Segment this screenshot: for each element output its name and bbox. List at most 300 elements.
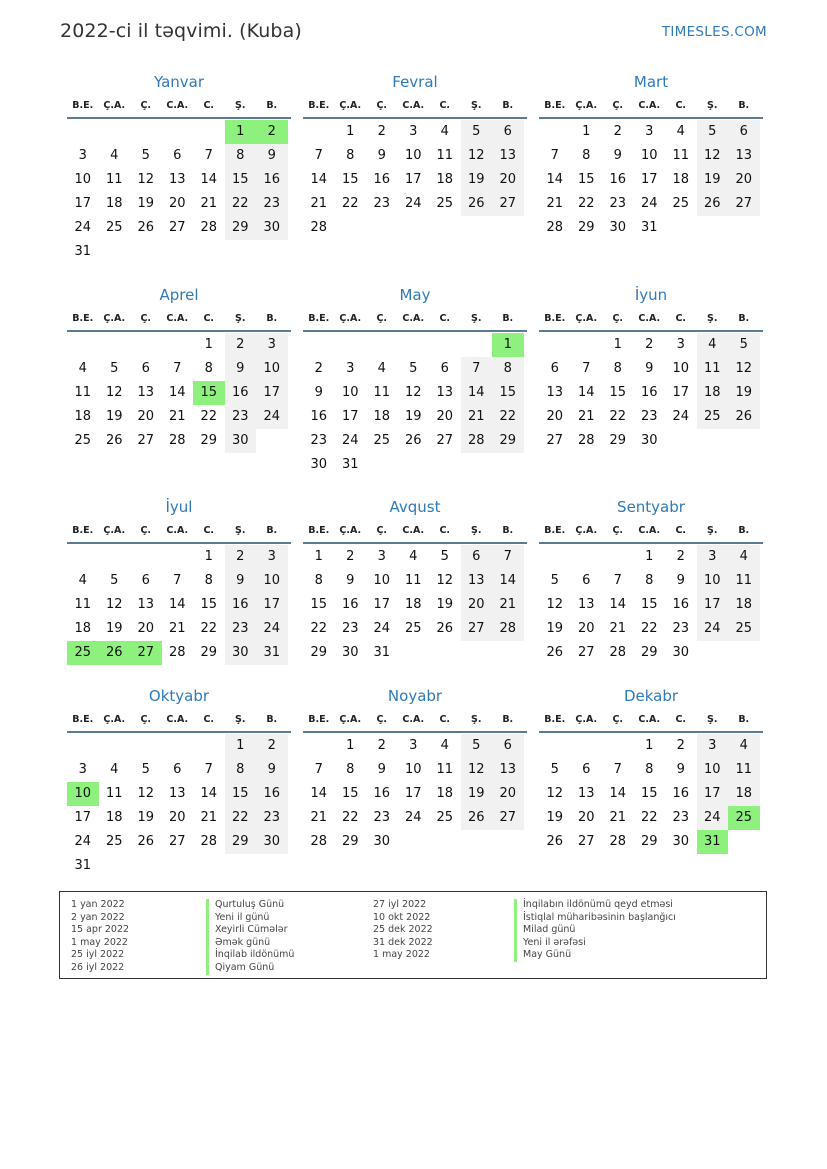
day-cell: 9 [256,758,288,782]
day-cell: 19 [461,168,493,192]
day-cell: 2 [256,734,288,758]
day-cell: 21 [200,196,218,211]
day-cell: 8 [204,361,213,376]
day-cell: 19 [436,597,454,612]
day-cell: 23 [672,621,690,636]
holiday-date: 1 may 2022 [373,949,430,961]
day-cell: 12 [105,385,123,400]
empty-cell [366,333,398,357]
day-cell: 17 [697,593,729,617]
empty-cell [539,734,571,758]
holiday-name: Xeyirli Cümələr [206,924,294,937]
day-cell: 9 [314,385,323,400]
empty-cell [130,120,162,144]
weekday-label: C. [675,313,687,324]
day-cell: 12 [137,172,155,187]
day-cell: 4 [78,573,87,588]
day-cell: 7 [204,762,213,777]
empty-cell [303,333,335,357]
day-cell: 29 [640,834,658,849]
day-cell: 6 [582,762,591,777]
weekday-label: B. [502,313,514,324]
day-cell: 8 [346,762,355,777]
day-cell: 4 [78,361,87,376]
weekday-label: B.E. [308,525,330,536]
day-cell: 29 [609,433,627,448]
day-cell: 16 [256,782,288,806]
holiday-date: 15 apr 2022 [71,924,130,936]
day-cell: 15 [640,597,658,612]
empty-cell [539,120,571,144]
day-cell: 22 [225,192,257,216]
day-cell: 5 [409,361,418,376]
weekday-label: C.A. [638,525,661,536]
weekday-label: C.A. [402,714,425,725]
weekday-header [67,709,291,733]
day-cell: 3 [676,337,685,352]
day-cell: 1 [346,124,355,139]
holiday-name: Qurtuluş Günü [206,899,294,912]
day-cell: 18 [436,172,454,187]
day-cell: 6 [173,762,182,777]
day-cell: 2 [676,549,685,564]
day-cell: 19 [404,409,422,424]
day-cell: 29 [492,429,524,453]
day-cell: 3 [256,545,288,569]
day-cell: 13 [577,597,595,612]
weekday-label: Ç. [612,525,624,536]
day-cell: 26 [436,621,454,636]
day-cell: 19 [546,621,564,636]
day-cell: 25 [74,433,92,448]
weekday-label: B.E. [72,714,94,725]
day-cell: 23 [256,806,288,830]
holiday-name: İnqilabın ildönümü qeyd etməsi [514,899,676,912]
month-8 [303,498,527,665]
day-cell: 21 [168,409,186,424]
day-cell: 14 [310,172,328,187]
holiday-legend [59,891,767,979]
day-grid [67,734,291,878]
weekday-header [303,709,527,733]
day-cell: 28 [577,433,595,448]
day-grid [67,333,291,453]
day-cell: 12 [461,144,493,168]
day-cell: 9 [613,148,622,163]
day-cell: 16 [310,409,328,424]
day-cell: 13 [546,385,564,400]
day-cell: 31 [640,220,658,235]
empty-cell [429,333,461,357]
empty-cell [130,545,162,569]
weekday-label: Ç.A. [339,525,362,536]
day-cell: 21 [577,409,595,424]
day-cell: 9 [676,573,685,588]
empty-cell [539,333,571,357]
day-cell: 24 [697,617,729,641]
day-cell: 20 [577,810,595,825]
day-cell: 8 [613,361,622,376]
day-cell: 5 [728,333,760,357]
day-cell: 21 [200,810,218,825]
day-grid [539,120,763,240]
day-cell: 4 [728,734,760,758]
month-12 [539,687,763,854]
day-cell: 4 [440,124,449,139]
day-cell: 25 [728,617,760,641]
day-cell: 19 [137,196,155,211]
holiday-day-cell: 2 [256,120,288,144]
day-cell: 21 [492,593,524,617]
weekday-label: Ş. [707,100,718,111]
day-cell: 26 [137,220,155,235]
weekday-label: Ç. [612,714,624,725]
empty-cell [602,545,634,569]
day-cell: 5 [697,120,729,144]
day-cell: 28 [461,429,493,453]
holiday-date: 1 may 2022 [71,936,128,948]
day-cell: 21 [546,196,564,211]
day-cell: 20 [436,409,454,424]
weekday-label: B.E. [308,714,330,725]
month-9 [539,498,763,665]
day-cell: 26 [461,192,493,216]
day-cell: 13 [137,597,155,612]
day-cell: 2 [314,361,323,376]
day-cell: 11 [697,357,729,381]
month-name: Noyabr [387,687,443,705]
weekday-header [67,308,291,332]
day-cell: 1 [613,337,622,352]
empty-cell [539,545,571,569]
weekday-label: B. [266,714,278,725]
weekday-label: C. [439,714,451,725]
empty-cell [303,734,335,758]
day-cell: 24 [373,621,391,636]
day-cell: 8 [645,573,654,588]
day-cell: 18 [728,782,760,806]
day-cell: 2 [225,545,257,569]
weekday-header [539,308,763,332]
weekday-label: Ş. [707,313,718,324]
day-cell: 14 [310,786,328,801]
holiday-date: 2 yan 2022 [71,911,125,923]
day-cell: 12 [546,597,564,612]
weekday-label: C.A. [638,313,661,324]
day-cell: 1 [645,549,654,564]
day-cell: 26 [728,405,760,429]
day-cell: 9 [225,569,257,593]
day-cell: 13 [436,385,454,400]
day-cell: 22 [225,806,257,830]
day-cell: 4 [110,762,119,777]
empty-cell [67,333,99,357]
weekday-label: Ş. [471,714,482,725]
holiday-day-cell: 1 [225,120,257,144]
day-cell: 5 [110,361,119,376]
day-grid [303,545,527,665]
weekday-label: Ç.A. [575,714,598,725]
day-cell: 31 [341,457,359,472]
day-cell: 5 [550,573,559,588]
day-cell: 23 [225,617,257,641]
day-cell: 24 [341,433,359,448]
day-cell: 14 [200,172,218,187]
weekday-label: Ş. [235,525,246,536]
holiday-name: Əmək günü [206,937,294,950]
weekday-label: C.A. [166,525,189,536]
day-cell: 24 [672,409,690,424]
day-cell: 10 [672,361,690,376]
holiday-date: 25 iyl 2022 [71,949,125,961]
day-cell: 11 [74,385,92,400]
day-cell: 13 [168,172,186,187]
day-cell: 27 [546,433,564,448]
day-cell: 17 [640,172,658,187]
empty-cell [162,333,194,357]
weekday-label: Ç.A. [575,525,598,536]
day-cell: 4 [377,361,386,376]
day-cell: 11 [74,597,92,612]
day-cell: 20 [168,810,186,825]
weekday-label: B.E. [308,313,330,324]
day-cell: 3 [78,148,87,163]
holiday-day-cell: 25 [728,806,760,830]
day-cell: 11 [672,148,690,163]
weekday-label: Ş. [235,100,246,111]
day-cell: 27 [168,220,186,235]
day-cell: 8 [582,148,591,163]
day-cell: 14 [546,172,564,187]
day-cell: 19 [105,409,123,424]
day-cell: 4 [110,148,119,163]
day-cell: 18 [105,196,123,211]
day-cell: 6 [492,734,524,758]
day-cell: 27 [168,834,186,849]
day-cell: 12 [697,144,729,168]
day-cell: 2 [613,124,622,139]
day-cell: 17 [256,381,288,405]
day-cell: 22 [341,196,359,211]
day-cell: 3 [346,361,355,376]
day-cell: 7 [582,361,591,376]
day-cell: 14 [492,569,524,593]
day-cell: 3 [697,734,729,758]
day-cell: 16 [609,172,627,187]
day-cell: 30 [225,641,257,665]
day-cell: 9 [645,361,654,376]
day-cell: 6 [550,361,559,376]
day-cell: 3 [409,124,418,139]
day-cell: 23 [225,405,257,429]
day-cell: 16 [672,786,690,801]
weekday-label: Ç.A. [339,100,362,111]
day-cell: 13 [728,144,760,168]
day-cell: 2 [676,738,685,753]
day-cell: 9 [377,148,386,163]
day-cell: 5 [141,762,150,777]
day-cell: 8 [645,762,654,777]
day-cell: 3 [377,549,386,564]
day-cell: 19 [728,381,760,405]
day-cell: 17 [672,385,690,400]
day-cell: 10 [256,569,288,593]
day-cell: 20 [492,168,524,192]
day-cell: 3 [645,124,654,139]
day-cell: 27 [728,192,760,216]
day-cell: 19 [137,810,155,825]
day-cell: 25 [436,810,454,825]
day-cell: 28 [609,645,627,660]
weekday-label: Ç.A. [575,100,598,111]
weekday-label: C. [203,525,215,536]
day-cell: 23 [672,810,690,825]
weekday-label: C. [439,313,451,324]
empty-cell [99,333,131,357]
day-cell: 27 [492,806,524,830]
day-cell: 16 [373,786,391,801]
holiday-day-cell: 15 [193,381,225,405]
day-cell: 17 [341,409,359,424]
weekday-label: B.E. [72,100,94,111]
month-name: Avqust [389,498,441,516]
day-cell: 29 [225,830,257,854]
day-grid [67,545,291,665]
holiday-dates-column-2 [373,899,433,962]
day-cell: 22 [609,409,627,424]
day-cell: 19 [461,782,493,806]
weekday-label: C. [675,100,687,111]
day-cell: 16 [640,385,658,400]
weekday-header [303,308,527,332]
empty-cell [571,333,603,357]
day-cell: 17 [74,810,92,825]
month-name: Aprel [159,286,199,304]
month-4 [67,286,291,453]
day-cell: 1 [225,734,257,758]
weekday-label: Ç.A. [103,525,126,536]
empty-cell [193,734,225,758]
day-cell: 16 [256,168,288,192]
holiday-day-cell: 1 [492,333,524,357]
month-2 [303,73,527,240]
weekday-label: C. [675,714,687,725]
day-cell: 15 [609,385,627,400]
day-cell: 4 [676,124,685,139]
day-cell: 6 [492,120,524,144]
day-cell: 2 [377,124,386,139]
weekday-header [539,709,763,733]
day-cell: 17 [74,196,92,211]
weekday-label: B.E. [544,100,566,111]
month-5 [303,286,527,477]
day-cell: 27 [577,645,595,660]
day-cell: 14 [609,786,627,801]
empty-cell [303,120,335,144]
day-cell: 1 [314,549,323,564]
month-7 [67,498,291,665]
day-cell: 23 [609,196,627,211]
day-cell: 31 [74,244,92,259]
day-cell: 3 [256,333,288,357]
weekday-label: B. [502,525,514,536]
weekday-label: B. [502,714,514,725]
weekday-label: Ç. [140,100,152,111]
day-cell: 23 [373,196,391,211]
empty-cell [335,333,367,357]
day-cell: 5 [141,148,150,163]
day-cell: 18 [404,597,422,612]
holiday-name: May Günü [514,949,676,962]
weekday-label: Ç. [376,100,388,111]
day-cell: 3 [409,738,418,753]
day-cell: 30 [672,834,690,849]
day-cell: 1 [346,738,355,753]
day-cell: 9 [377,762,386,777]
weekday-label: B. [502,100,514,111]
month-name: Sentyabr [617,498,685,516]
holiday-date: 25 dek 2022 [373,924,433,936]
day-cell: 25 [404,621,422,636]
day-cell: 2 [346,549,355,564]
day-cell: 13 [577,786,595,801]
weekday-label: Ç. [376,525,388,536]
empty-cell [67,734,99,758]
day-cell: 16 [672,597,690,612]
day-cell: 15 [492,381,524,405]
day-cell: 6 [440,361,449,376]
empty-cell [461,333,493,357]
day-cell: 29 [577,220,595,235]
day-cell: 28 [168,433,186,448]
day-cell: 8 [492,357,524,381]
day-cell: 26 [546,645,564,660]
day-cell: 24 [74,834,92,849]
day-cell: 21 [310,196,328,211]
day-cell: 25 [672,196,690,211]
day-cell: 2 [377,738,386,753]
day-cell: 12 [461,758,493,782]
weekday-label: B.E. [308,100,330,111]
day-cell: 7 [613,762,622,777]
empty-cell [99,734,131,758]
day-cell: 12 [137,786,155,801]
day-cell: 21 [310,810,328,825]
day-cell: 14 [577,385,595,400]
day-cell: 29 [640,645,658,660]
day-cell: 23 [373,810,391,825]
empty-cell [67,545,99,569]
day-cell: 17 [697,782,729,806]
brand-link[interactable]: TIMESLES.COM [661,24,767,40]
day-cell: 25 [105,834,123,849]
day-cell: 24 [404,810,422,825]
day-cell: 15 [200,597,218,612]
day-cell: 19 [697,168,729,192]
day-cell: 15 [640,786,658,801]
weekday-header [539,520,763,544]
day-cell: 13 [492,758,524,782]
day-cell: 26 [697,192,729,216]
day-cell: 1 [645,738,654,753]
day-cell: 15 [577,172,595,187]
day-cell: 16 [225,593,257,617]
day-cell: 11 [728,569,760,593]
day-cell: 25 [436,196,454,211]
day-cell: 30 [225,429,257,453]
day-cell: 29 [310,645,328,660]
day-cell: 7 [314,762,323,777]
